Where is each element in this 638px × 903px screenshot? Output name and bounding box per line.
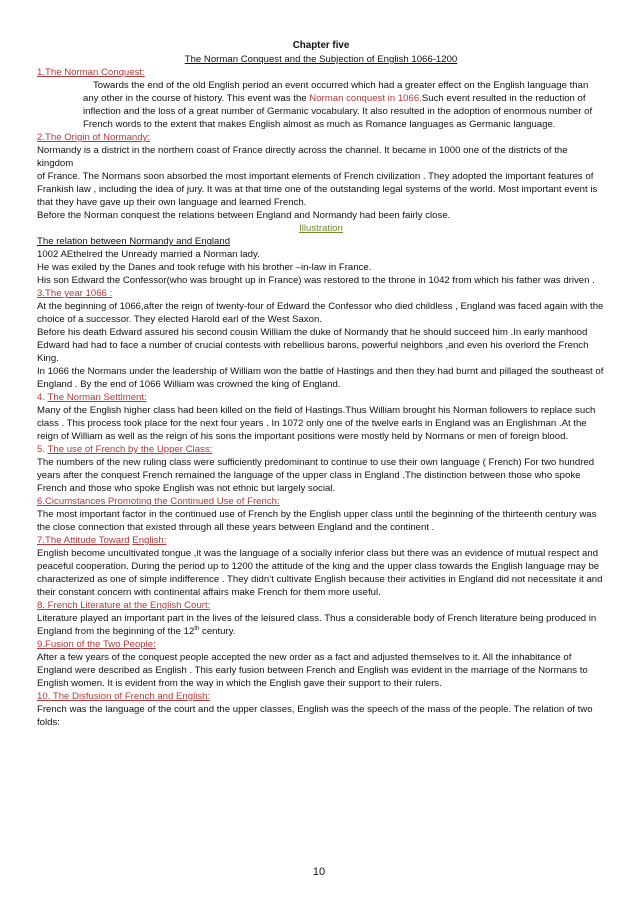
section-3-heading: 3.The year 1066 : <box>37 288 113 299</box>
section-7-heading-english: English: <box>132 535 167 546</box>
section-7-heading: 7.The Attitude Toward <box>37 535 130 546</box>
relation-heading: The relation between Normandy and England <box>37 236 231 247</box>
section-3-text-c: In 1066 the Normans under the leadership of William won the battle of Hastings and then they had burnt and pillaged the southeast of England . By the end of 1066 William was crowned the king of England. <box>37 366 604 390</box>
section-3-text-a: At the beginning of 1066,after the reign of twenty-four of Edward the Confessor who died childless , England was faced again with the choice of a successor. They elected Harold earl of the West Saxon. <box>37 301 604 325</box>
relation-line-1: 1002 AEthelred the Unready married a Norman lady. <box>37 249 260 260</box>
superscript-th: th <box>194 625 200 632</box>
section-1-heading: 1.The Norman Conquest: <box>37 67 145 78</box>
section-2-line-3: Before the Norman conquest the relations between England and Normandy had been fairly close. <box>37 210 451 221</box>
relation-line-2: He was exiled by the Danes and took refuge with his brother –in-law in France. <box>37 262 372 273</box>
section-2-line-1: Normandy is a district in the northern coast of France directly across the channel. It became in 1000 one of the districts of the kingdom <box>37 145 568 169</box>
section-4-text: Many of the English higher class had been killed on the field of Hastings.Thus William brought his Norman followers to replace such class . This process took place for the next four years . In 1072 only one of the twelve earls in England was an Englishman .At the reign of William as well as the reign of his sons the important positions were mostly held by Normans or men of foreign blood. <box>37 405 596 442</box>
illustration-link[interactable]: Illustration <box>299 223 343 234</box>
section-8-text: Literature played an important part in the lives of the leisured class. Thus a considerable body of French literature being produced in England from the beginning of the 12th century. <box>37 613 597 637</box>
norman-conquest-highlight: Norman conquest in 1066. <box>309 93 422 104</box>
section-5-heading: The use of French by the Upper Class: <box>47 444 213 455</box>
section-8-heading: 8. French Literature at the English Court: <box>37 600 211 611</box>
section-4-number: 4. <box>37 392 46 403</box>
section-1-text: Towards the end of the old English period an event occurred which had a greater effect on the English language than any other in the course of history. This event was the Norman conquest in 1066.Such event resulted in the reduction of inflection and the loss of a great number of Germanic vocabulary. It also resulted in the adoption of enormous number of French words to the extent that makes English almost as much as Romance languages as Germanic language. <box>83 80 593 130</box>
section-3-text-b: Before his death Edward assured his second cousin William the duke of Normandy that he should succeed him .In early manhood Edward had had to face a number of crucial contests with rebellious barons, powerful neighbors ,and even his overlord the French King. <box>37 327 589 364</box>
page-content <box>37 39 605 729</box>
section-2-heading: 2.The Origin of Normandy: <box>37 132 151 143</box>
section-5-number: 5. <box>37 444 46 455</box>
chapter-title: Chapter five <box>292 40 350 51</box>
section-10-heading: 10. The Disfusion of French and English: <box>37 691 211 702</box>
section-9-heading: 9.Fusion of the Two People: <box>37 639 156 650</box>
section-6-heading: 6.Cicumstances Promoting the Continued Use of French: <box>37 496 280 507</box>
page-number: 10 <box>312 866 326 878</box>
section-7-text: English become uncultivated tongue ,it was the language of a socially inferior class but there was an evidence of mutual respect and peaceful cooperation. During the period up to 1200 the attitude of the king and the upper class towards the English language may be characterized as one of simple indifference . They didn’t cultivate English because their activities in England did not necessitate it and their constant concern with continental affairs make French for them more useful. <box>37 548 603 598</box>
section-10-text: French was the language of the court and the upper classes, English was the speech of the mass of the people. The relation of two folds: <box>37 704 593 728</box>
section-4-heading: The Norman Settlment: <box>47 392 147 403</box>
section-6-text: The most important factor in the continued use of French by the English upper class until the beginning of the thirteenth century was the close connection that existed through all these years between England and the continent . <box>37 509 597 533</box>
section-5-text: The numbers of the new ruling class were sufficiently predominant to continue to use their own language ( French) For two hundred years after the conquest French remained the language of the upper class in England .The distinction between those who spoke French and those who spoke English was not ethnic but largely social. <box>37 457 595 494</box>
chapter-subtitle: The Norman Conquest and the Subjection of English 1066-1200 <box>184 54 458 65</box>
section-2-line-2: of France. The Normans soon absorbed the most important elements of French civilization . They adopted the important features of Frankish law , including the idea of jury. It was at that time one of the outstanding legal systems of the world. Most important event is that they have gave up their own language and learned French. <box>37 171 598 208</box>
relation-line-3: His son Edward the Confessor(who was brought up in France) was restored to the throne in 1042 from which his father was driven . <box>37 275 595 286</box>
section-9-text: After a few years of the conquest people accepted the new order as a fact and adjusted themselves to it. All the inhabitance of England were described as English . This early fusion between French and English was evident in the marriage of the Normans to English women. It is evident from the way in which the English gave their support to their rulers. <box>37 652 588 689</box>
